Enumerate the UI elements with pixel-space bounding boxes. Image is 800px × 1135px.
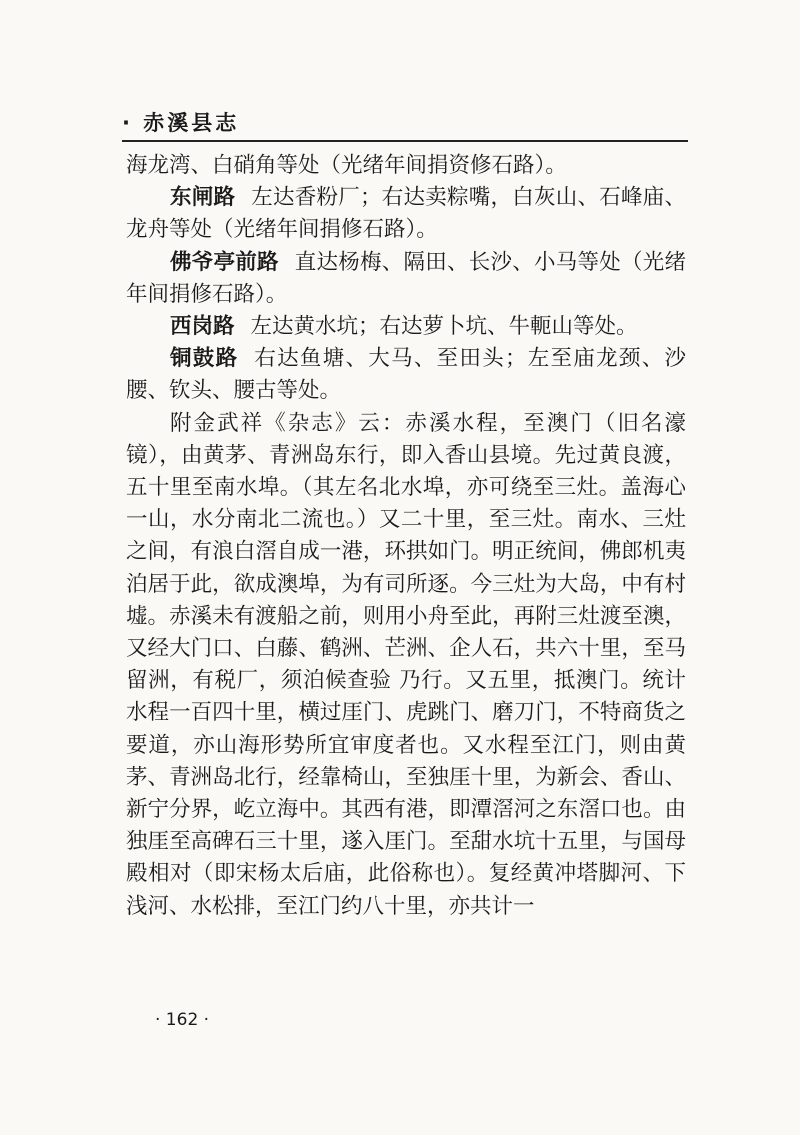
paragraph	[126, 182, 686, 246]
road-name: 佛爷亭前路	[170, 249, 279, 275]
road-name: 西岗路	[170, 314, 235, 340]
paragraph-text: 直达杨梅、隔田、长沙、小马等处（光绪年间捐修石路）。	[126, 249, 686, 307]
paragraph	[126, 408, 686, 923]
header-title: · 赤溪县志	[122, 111, 240, 135]
page-number: · 162 ·	[155, 1010, 210, 1030]
paragraph-text: 左达香粉厂；右达卖粽嘴，白灰山、石峰庙、龙舟等处（光绪年间捐修石路）。	[126, 185, 686, 243]
paragraph-text: 左达黄水坑；右达萝卜坑、牛軛山等处。	[250, 314, 638, 340]
paragraph	[126, 150, 686, 182]
running-header	[122, 108, 688, 142]
paragraph	[126, 247, 686, 311]
paragraph-text: 海龙湾、白硝角等处（光绪年间捐资修石路）。	[126, 153, 567, 178]
road-name: 东闸路	[170, 185, 236, 211]
paragraph-text: 附金武祥《杂志》云：赤溪水程，至澳门（旧名濠镜），由黄茅、青洲岛东行，即入香山县境。先过黄良渡，五十里至南水埠。（其左名北水埠，亦可绕至三灶。盖海心一山，水分南北二流也。）又二十里，至三灶。南水、三灶之间，有浪白滘自成一港，环拱如门。明正统间，佛郎机夷泊居于此，欲成澳埠，为有司所逐。今三灶为大岛，中有村墟。赤溪未有渡船之前，则用小舟至此，再附三灶渡至澳，又经大门口、白藤、鹤洲、芒洲、企人石，共六十里，至马留洲，有税厂，须泊候查验 乃行。又五里，抵澳门。统计水程一百四十里，横过厓门、虎跳门、磨刀门，不特商货之要道，亦山海形势所宜审度者也。又水程至江门，则由黄茅、青洲岛北行，经靠椅山，至独厓十里，为新会、香山、新宁分界，屹立海中。其西有港，即潭滘河之东滘口也。由独厓至高碑石三十里，遂入厓门。至甜水坑十五里，与国母殿相对（即宋杨太后庙，此俗称也）。复经黄冲塔脚河、下浅河、水松排，至江门约八十里，亦共计一	[126, 410, 686, 919]
road-name: 铜鼓路	[170, 346, 239, 372]
main-text	[126, 150, 686, 923]
header-rule	[122, 140, 688, 142]
paragraph	[126, 343, 686, 407]
paragraph	[126, 311, 686, 343]
paragraph-text: 右达鱼塘、大马、至田头；左至庙龙颈、沙腰、钦头、腰古等处。	[126, 346, 686, 404]
